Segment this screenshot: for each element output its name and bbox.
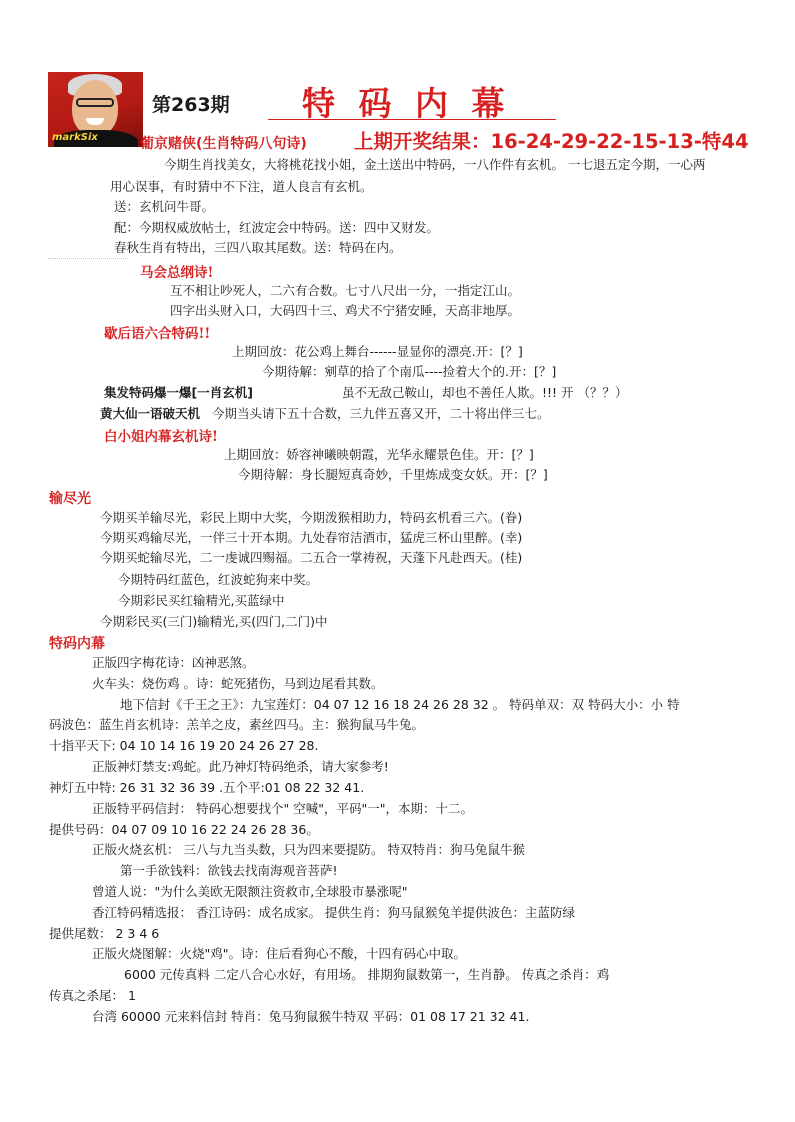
nei-line: 正版四字梅花诗：凶神恶煞。 (92, 655, 255, 670)
shu-title: 输尽光 (49, 491, 91, 507)
nei-line: 台湾 60000 元来料信封 特肖：兔马狗鼠猴牛特双 平码：01 08 17 21 32 41. (92, 1009, 530, 1024)
nei-line: 提供号码：04 07 09 10 16 22 24 26 28 36。 (49, 822, 319, 837)
shu-extra-line: 今期特码红蓝色，红波蛇狗来中奖。 (118, 572, 319, 587)
jifa-text: 虽不无敌己鞍山，却也不善任人欺。!!! 开 （？？） (342, 385, 628, 400)
nei-line: 神灯五中特: 26 31 32 36 39 .五个平:01 08 22 32 41. (49, 780, 365, 795)
nei-line: 码波色：蓝生肖玄机诗：羔羊之皮，素丝四马。主：猴狗鼠马牛兔。 (49, 717, 425, 732)
mahui-title: 马会总纲诗! (140, 265, 214, 281)
nei-line: 6000 元传真料 二定八合心水好，有用场。 排期狗鼠数第一，生肖静。 传真之杀肖：鸡 (124, 967, 610, 982)
issue-number: 第263期 (152, 94, 230, 116)
nei-line: 正版火烧图解：火烧"鸡"。诗：住后看狗心不酸，十四有码心中取。 (92, 946, 467, 961)
nei-line: 正版神灯禁支:鸡蛇。此乃神灯特码绝杀，请大家参考! (92, 759, 389, 774)
intro-line: 送：玄机问牛哥。 (114, 199, 215, 214)
shu-line: 今期买蛇输尽光，二一虔诚四赐福。二五合一掌祷祝，天蓬下凡赴西天。(桂) (100, 550, 523, 565)
intro-line: 今期生肖找美女，大将桃花找小姐，金土送出中特码，一八作件有玄机。 一七退五定今期，一心两 (164, 157, 706, 172)
nei-line: 正版火烧玄机： 三八与九当头数，只为四来要提防。 特双特肖：狗马兔鼠牛猴 (92, 842, 525, 857)
author-avatar (48, 72, 143, 147)
bai-line: 今期待解：身长腿短真奇妙，千里炼成变女妖。开：[？] (238, 467, 548, 482)
mahui-line: 互不相让吵死人，二六有合数。七寸八尺出一分，一指定江山。 (170, 283, 521, 298)
xiehou-title: 歇后语六合特码!! (104, 326, 211, 342)
page-title: 特 码 内 幕 (302, 84, 511, 123)
mahui-line: 四字出头财入口，大码四十三、鸡犬不宁猪安睡，天高非地厚。 (170, 303, 521, 318)
nei-line: 十指平天下: 04 10 14 16 19 20 24 26 27 28. (49, 738, 319, 753)
huang-label: 黄大仙一语破天机 (100, 406, 201, 421)
nei-line: 火车头：烧伤鸡 。诗：蛇死猪伤，马到边尾看其数。 (92, 676, 384, 691)
nei-line: 曾道人说："为什么美欧无限额注资救市,全球股市暴涨呢" (92, 884, 408, 899)
xiehou-line: 今期待解：剜草的拾了个南瓜----捡着大个的.开：[？] (262, 364, 557, 379)
shu-extra-line: 今期彩民买红输精光,买蓝绿中 (118, 593, 285, 608)
nei-line: 第一手欲钱料：欲钱去找南海观音菩萨! (120, 863, 338, 878)
avatar-brand-logo: markSix (52, 132, 98, 143)
last-result-banner: 上期开奖结果：16-24-29-22-15-13-特44 (354, 130, 749, 153)
huang-text: 今期当头请下五十合数，三九伴五喜又开，二十将出伴三七。 (212, 406, 550, 421)
title-underline (268, 119, 556, 120)
nei-line: 正版特平码信封： 特码心想要找个" 空喊"，平码"一"，本期：十二。 (92, 801, 473, 816)
intro-line: 春秋生肖有特出，三四八取其尾数。送：特码在内。 (114, 240, 402, 255)
xiehou-line: 上期回放：花公鸡上舞台------显显你的漂亮.开：[？] (232, 344, 523, 359)
subtitle: 葡京赌侠(生肖特码八句诗) (140, 136, 307, 152)
nei-line: 提供尾数： 2 3 4 6 (49, 926, 160, 941)
nei-line: 传真之杀尾： 1 (49, 988, 136, 1003)
jifa-label: 集发特码爆一爆[一肖玄机] (104, 385, 253, 400)
divider (48, 258, 128, 259)
shu-line: 今期买羊输尽光，彩民上期中大奖，今期泼猴相助力，特码玄机看三六。(眷) (100, 510, 523, 525)
bai-line: 上期回放：娇容神曦映朝霞，光华永耀景色佳。开：[？] (224, 447, 534, 462)
nei-line: 香江特码精选报： 香江诗码：成名成家。 提供生肖：狗马鼠猴兔羊提供波色：主蓝防绿 (92, 905, 575, 920)
bai-title: 白小姐内幕玄机诗! (104, 429, 218, 445)
shu-extra-line: 今期彩民买(三门)输精光,买(四门,二门)中 (100, 614, 328, 629)
nei-line: 地下信封《千王之王》：九宝莲灯：04 07 12 16 18 24 26 28 32 。 特码单双：双 特码大小：小 特 (120, 697, 680, 712)
shu-line: 今期买鸡输尽光，一伴三十开本期。九处春帘洁酒市，猛虎三杯山里醉。(幸) (100, 530, 523, 545)
nei-title: 特码内幕 (49, 636, 105, 652)
intro-line: 用心误事，有时猜中不下注，道人良言有玄机。 (110, 179, 373, 194)
intro-line: 配：今期权威放帖士，红波定会中特码。送：四中又财发。 (114, 220, 440, 235)
